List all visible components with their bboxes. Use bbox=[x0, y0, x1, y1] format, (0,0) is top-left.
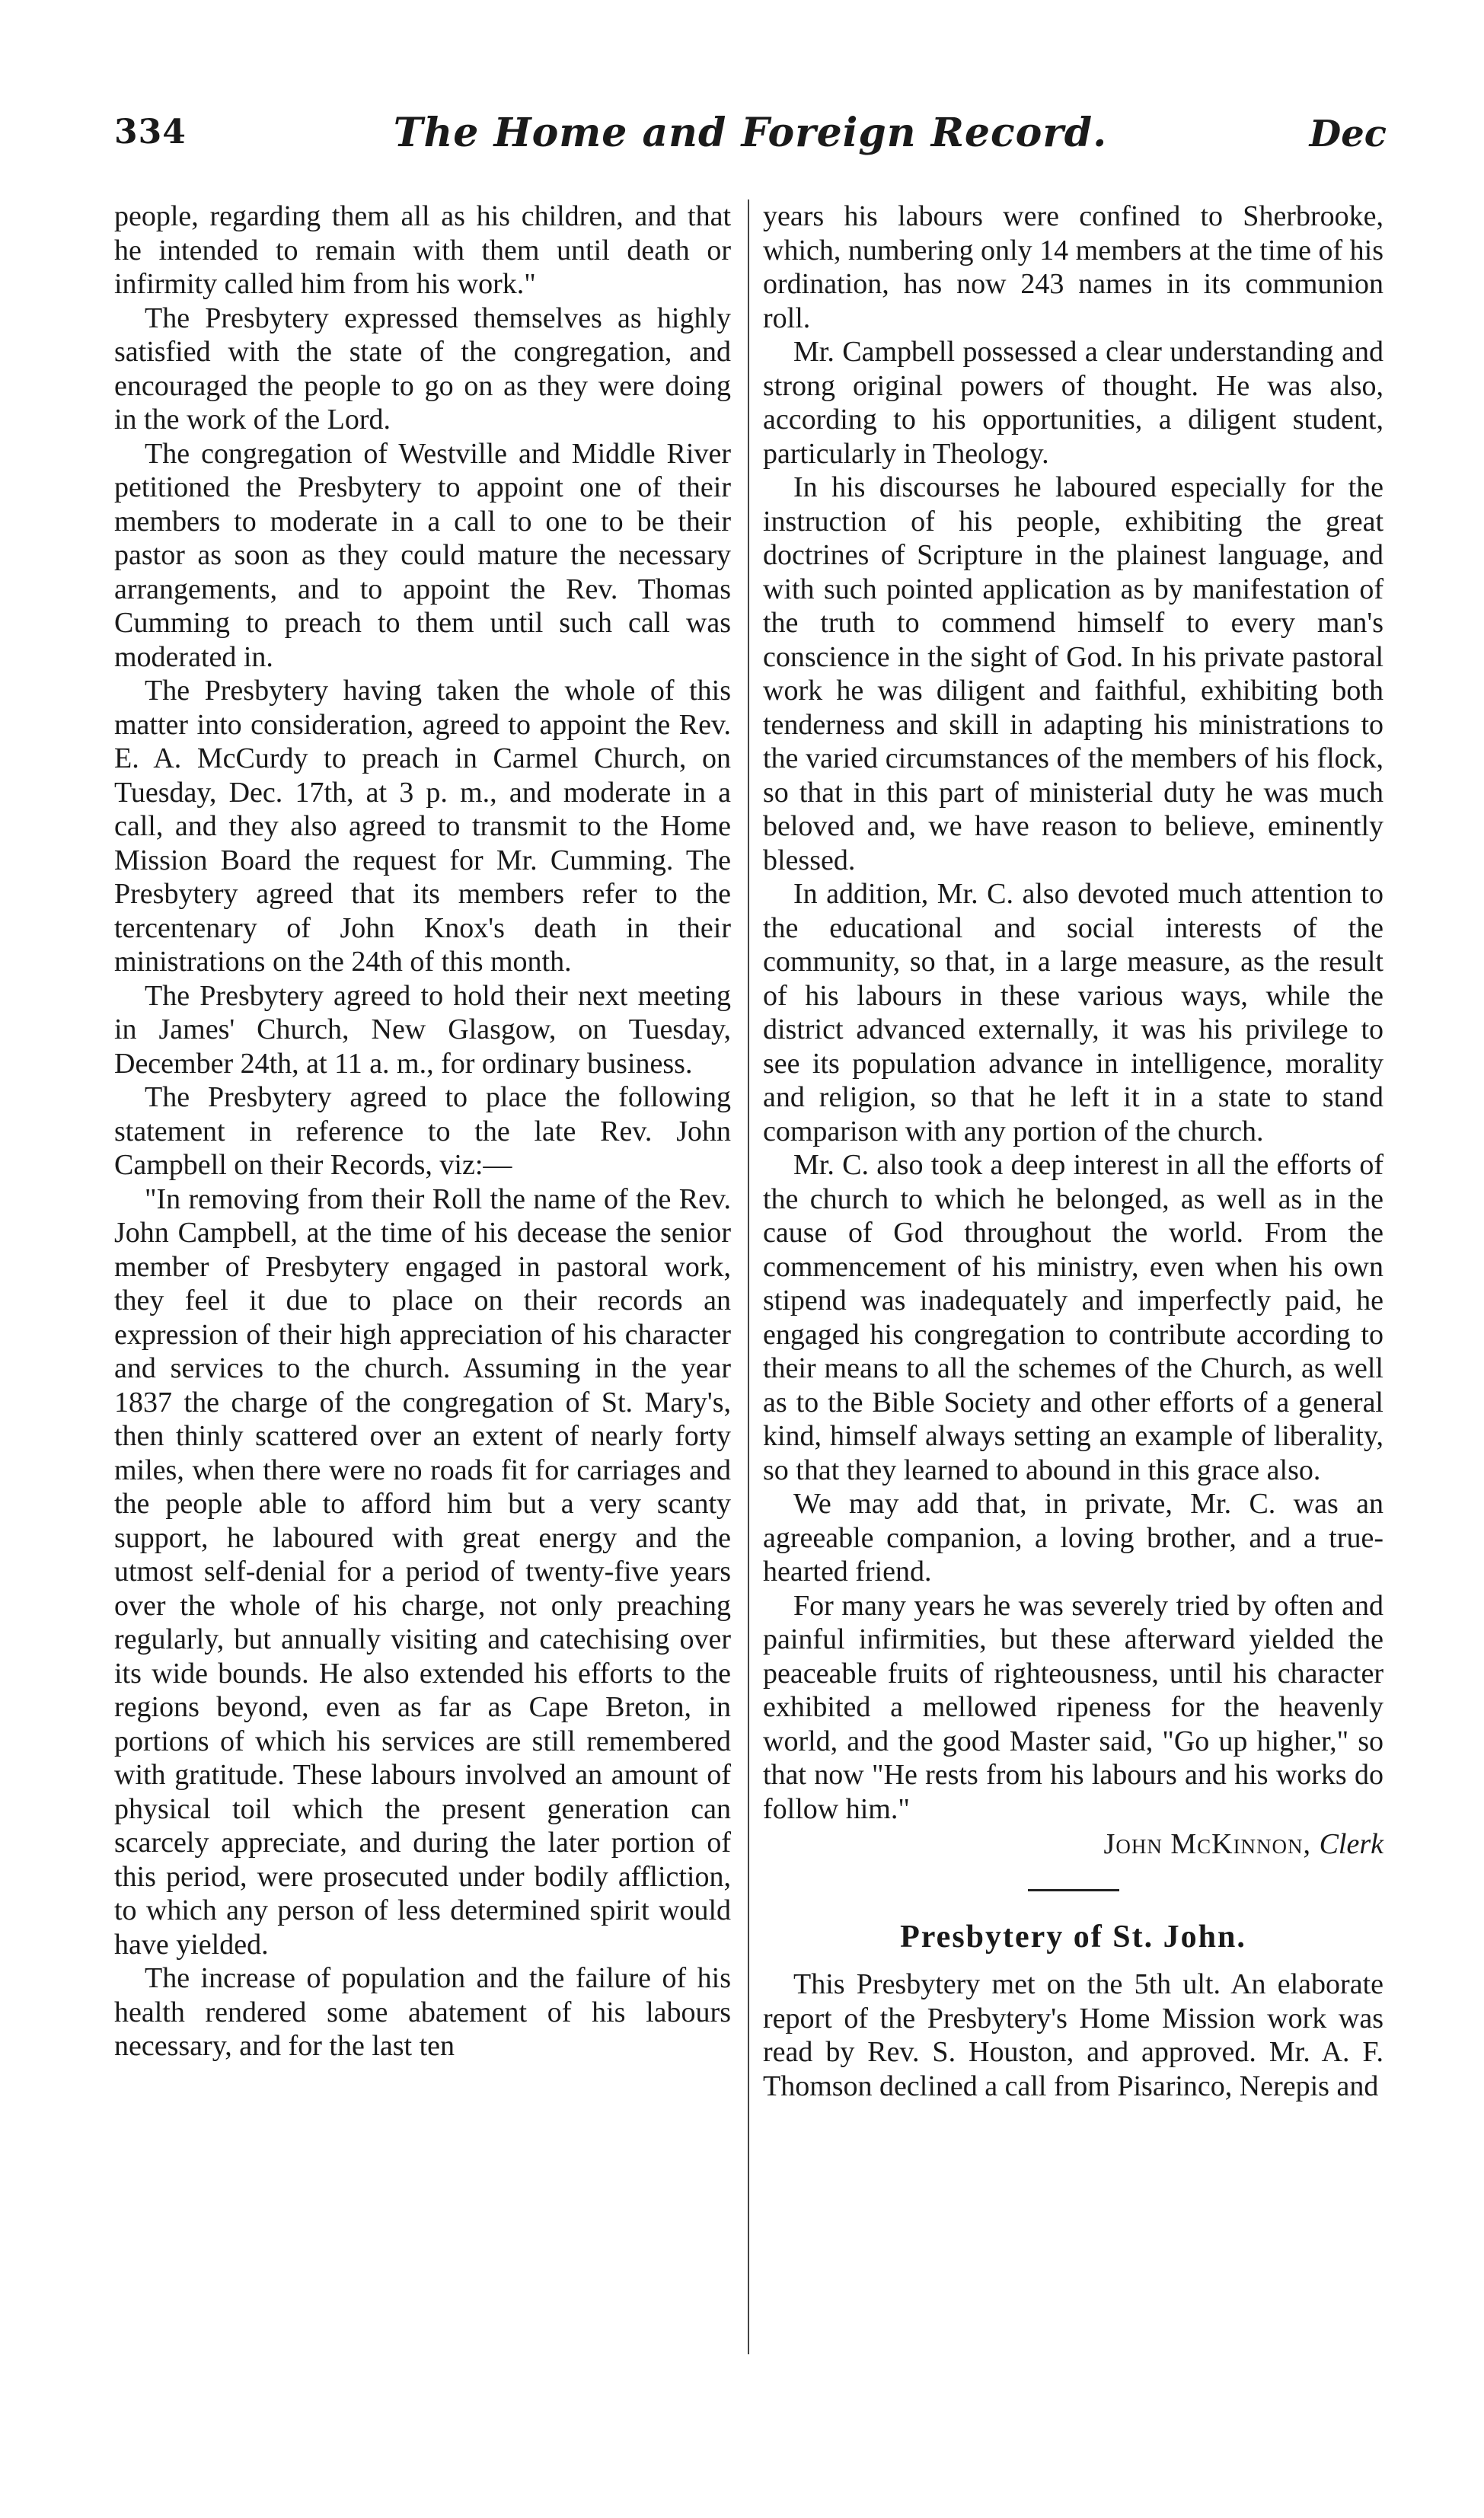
section-title: Presbytery of St. John. bbox=[900, 1919, 1246, 1955]
left-column bbox=[114, 199, 731, 2063]
paragraph: people, regarding them all as his children, and that he intended to remain with them until death or infirmity called him from his work." bbox=[114, 200, 731, 300]
journal-title: The Home and Foreign Record. bbox=[393, 110, 1108, 156]
right-column bbox=[763, 199, 1383, 2103]
signature-role: Clerk bbox=[1319, 1828, 1383, 1860]
clerk-signature bbox=[763, 1827, 1383, 1862]
page-number: 334 bbox=[114, 113, 187, 152]
paragraph: The Presbytery having taken the whole of this matter into consideration, agreed to appoint the Rev. E. A. McCurdy to preach in Carmel Church, on Tuesday, Dec. 17th, at 3 p. m., and moderate in a call, and they also agreed to transmit to the Home Mission Board the request for Mr. Cumming. The Presbytery agreed that its members refer to the tercentenary of John Knox's death in their ministrations on the 24th of this month. bbox=[114, 675, 731, 978]
paragraph: The congregation of Westville and Middle River petitioned the Presbytery to appoint one of their members to moderate in a call to one to be their pastor as soon as they could mature the necessary arrangements, and to appoint the Rev. Thomas Cumming to preach to them until such call was moderated in. bbox=[114, 437, 731, 673]
paragraph: Mr. C. also took a deep interest in all the efforts of the church to which he belonged, as well as in the cause of God throughout the world. From the commencement of his ministry, even when his own stipend was inadequately and imperfectly paid, he engaged his congregation to contribute according to their means to all the schemes of the Church, as well as to the Bible Society and other efforts of a general kind, himself always setting an example of liberality, so that they learned to abound in this grace also. bbox=[763, 1149, 1383, 1486]
paragraph: The Presbytery expressed themselves as highly satisfied with the state of the congregation, and encouraged the people to go on as they were doing in the work of the Lord. bbox=[114, 302, 731, 436]
column-divider bbox=[748, 199, 749, 2354]
paragraph: In his discourses he laboured especially for the instruction of his people, exhibiting the great doctrines of Scripture in the plainest language, and with such pointed application as by manifestation of the truth to commend himself to every man's conscience in the sight of God. In his private pastoral work he was diligent and faithful, exhibiting both tenderness and skill in adapting his ministrations to the varied circumstances of the members of his flock, so that in this part of ministerial duty he was much beloved and, we have reason to believe, eminently blessed. bbox=[763, 471, 1383, 876]
section-divider bbox=[1028, 1889, 1119, 1891]
paragraph: The Presbytery agreed to place the following statement in reference to the late Rev. John Campbell on their Records, viz:— bbox=[114, 1081, 731, 1181]
paragraph: "In removing from their Roll the name of the Rev. John Campbell, at the time of his decease the senior member of Presbytery engaged in pastoral work, they feel it due to place on their records an expression of their high appreciation of his character and services to the church. Assuming in the year 1837 the charge of the congregation of St. Mary's, then thinly scattered over an extent of nearly forty miles, when there were no roads fit for carriages and the people able to afford him but a very scanty support, he laboured with great energy and the utmost self-denial for a period of twenty-five years over the whole of his charge, not only preaching regularly, but annually visiting and catechising over its wide bounds. He also extended his efforts to the regions beyond, even as far as Cape Breton, in portions of which his services are still remembered with gratitude. These labours involved an amount of physical toil which the present generation can scarcely appreciate, and during the later portion of this period, were prosecuted under bodily affliction, to which any person of less determined spirit would have yielded. bbox=[114, 1182, 731, 1961]
paragraph: The increase of population and the failure of his health rendered some abatement of his labours necessary, and for the last ten bbox=[114, 1962, 731, 2062]
signature-name: John McKinnon, bbox=[1103, 1828, 1312, 1860]
paragraph: In addition, Mr. C. also devoted much attention to the educational and social interests of the community, so that, in a large measure, as the result of his labours in these various ways, while the district advanced externally, it was his privilege to see its population advance in intelligence, morality and religion, so that he left it in a state to stand comparison with any portion of the church. bbox=[763, 878, 1383, 1147]
paragraph: Mr. Campbell possessed a clear understanding and strong original powers of thought. He was also, according to his opportunities, a diligent student, particularly in Theology. bbox=[763, 336, 1383, 470]
page-header bbox=[114, 110, 1387, 174]
paragraph: For many years he was severely tried by often and painful infirmities, but these afterward yielded the peaceable fruits of righteousness, until his character exhibited a mellowed ripeness for the heavenly world, and the good Master said, "Go up higher," so that now "He rests from his labours and his works do follow him." bbox=[763, 1589, 1383, 1825]
paragraph: We may add that, in private, Mr. C. was an agreeable companion, a loving brother, and a true-hearted friend. bbox=[763, 1488, 1383, 1588]
paragraph: This Presbytery met on the 5th ult. An elaborate report of the Presbytery's Home Mission work was read by Rev. S. Houston, and approved. Mr. A. F. Thomson declined a call from Pisarinco, Nerepis and bbox=[763, 1968, 1383, 2102]
paragraph: years his labours were confined to Sherbrooke, which, numbering only 14 members at the time of his ordination, has now 243 names in its communion roll. bbox=[763, 200, 1383, 334]
running-head-month: Dec bbox=[1309, 113, 1387, 155]
paragraph: The Presbytery agreed to hold their next meeting in James' Church, New Glasgow, on Tuesday, December 24th, at 11 a. m., for ordinary business. bbox=[114, 979, 731, 1080]
